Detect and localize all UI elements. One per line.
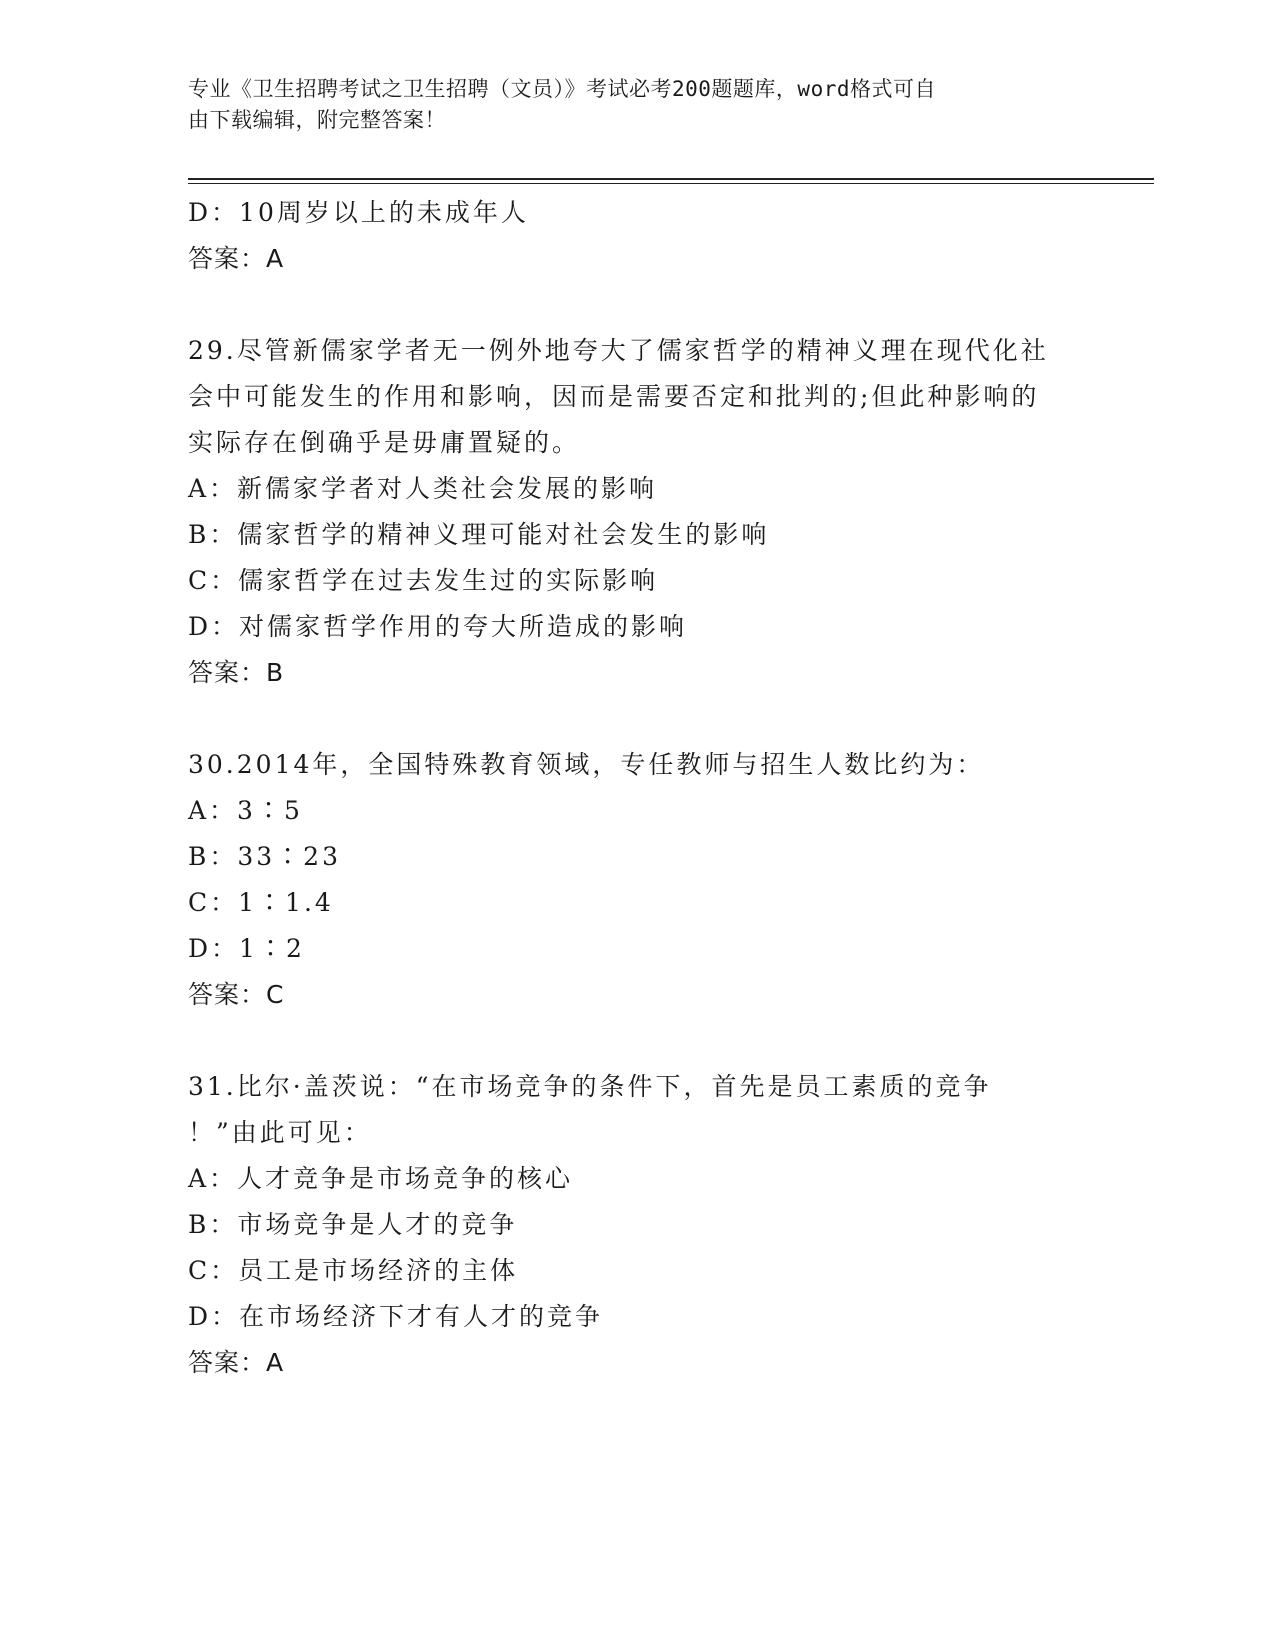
option-c: C：员工是市场经济的主体 [188,1256,519,1285]
header-line-1: 专业《卫生招聘考试之卫生招聘（文员）》考试必考200题题库，word格式可自 [188,77,936,101]
question-stem: ！”由此可见： [188,1118,372,1147]
question-stem: 31.比尔·盖茨说：“在市场竞争的条件下，首先是员工素质的竞争 [188,1072,992,1101]
option-a: A：新儒家学者对人类社会发展的影响 [188,474,658,503]
option-c: C：儒家哲学在过去发生过的实际影响 [188,566,659,595]
option-d: D：对儒家哲学作用的夸大所造成的影响 [188,612,688,641]
question-block-28 [188,190,1088,282]
question-list [188,190,1088,1386]
question-block-29 [188,328,1088,696]
question-stem: 实际存在倒确乎是毋庸置疑的。 [188,428,581,457]
option-a: A：3∶5 [188,796,303,825]
answer-line: 答案：C [188,980,285,1009]
answer-line: 答案：A [188,244,285,273]
question-block-30 [188,742,1088,1018]
question-stem: 30.2014年，全国特殊教育领域，专任教师与招生人数比约为： [188,750,985,779]
answer-line: 答案：B [188,658,285,687]
answer-line: 答案：A [188,1348,285,1377]
option-c: C：1∶1.4 [188,888,334,917]
question-block-31 [188,1064,1088,1386]
option-a: A：人才竞争是市场竞争的核心 [188,1164,574,1193]
option-d: D：1∶2 [188,934,305,963]
option-b: B：儒家哲学的精神义理可能对社会发生的影响 [188,520,770,549]
header-divider-thin [188,183,1154,184]
option-d: D：在市场经济下才有人才的竞争 [188,1302,604,1331]
option-b: B：33∶23 [188,842,341,871]
header-divider-thick [188,178,1154,180]
header-line-2: 由下载编辑，附完整答案！ [188,108,446,132]
question-stem: 会中可能发生的作用和影响，因而是需要否定和批判的;但此种影响的 [188,382,1040,411]
option-d: D：10周岁以上的未成年人 [188,198,529,227]
question-stem: 29.尽管新儒家学者无一例外地夸大了儒家哲学的精神义理在现代化社 [188,336,1049,365]
option-b: B：市场竞争是人才的竞争 [188,1210,518,1239]
document-header [188,74,1068,136]
